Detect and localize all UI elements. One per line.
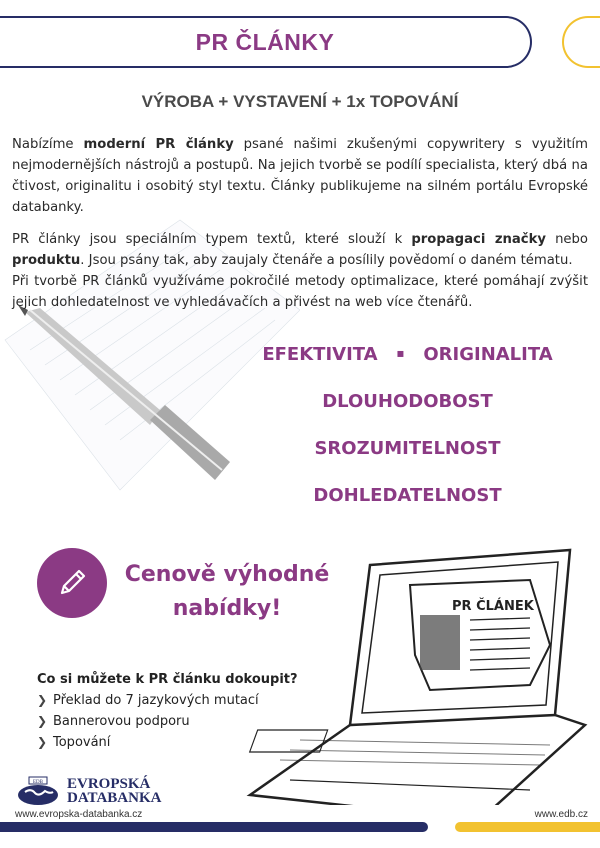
chevron-right-icon: ❯ [37, 693, 48, 707]
text: Nabízíme [12, 137, 84, 152]
footer-bar-navy [0, 822, 428, 832]
separator: ▪ [396, 346, 405, 360]
text-bold: produktu [12, 253, 81, 268]
chevron-right-icon: ❯ [37, 735, 48, 749]
keyword: SROZUMITELNOST [314, 438, 501, 459]
subtitle: VÝROBA + VYSTAVENÍ + 1x TOPOVÁNÍ [141, 92, 459, 111]
keyword: DLOUHODOBOST [322, 391, 493, 412]
logo-line-2: DATABANKA [67, 790, 162, 806]
list-item [37, 711, 259, 732]
logo-line-1: EVROPSKÁ [67, 776, 151, 792]
text-bold: propagaci značky [411, 232, 546, 247]
text: nebo [545, 232, 588, 247]
page-title: PR ČLÁNKY [195, 28, 335, 55]
offer-heading: Cenově výhodné nabídky! [124, 562, 330, 621]
intro-paragraph-1 [12, 134, 588, 218]
keyword: DOHLEDATELNOST [313, 485, 502, 506]
title-banner [0, 16, 532, 68]
footer-bar-yellow [455, 822, 600, 832]
text: . Jsou psány tak, aby zaujaly čtenáře a posílily povědomí o daném tématu. [80, 253, 573, 268]
decorative-pill [562, 16, 600, 68]
item-label: Překlad do 7 jazykových mutací [53, 693, 259, 708]
extras-list [37, 690, 259, 753]
keyword: ORIGINALITA [423, 344, 553, 365]
item-label: Bannerovou podporu [53, 714, 190, 729]
text: psané našimi zkušenými copywritery s využitím nejmodernějších nástrojů a postupů. Na jejich tvorbě se podílí specialista, který dbá na čtivost, originalitu i osobitý styl textu. Články publikujeme na silném portálu Evropské databanky. [12, 137, 589, 215]
website-link-right[interactable]: www.edb.cz [534, 809, 588, 820]
list-item [37, 732, 259, 753]
pencil-icon [37, 548, 107, 618]
intro-paragraph-3: Při tvorbě PR článků využíváme pokročilé metody optimalizace, které pomáhají zvýšit jejich dohledatelnost ve vyhledávačích a přivést na web více čtenářů. [12, 274, 588, 310]
keyword: EFEKTIVITA [262, 344, 378, 365]
logo-badge: EDB [33, 780, 43, 785]
keyword-row-1 [215, 344, 600, 365]
globe-icon [15, 776, 61, 806]
chevron-right-icon: ❯ [37, 714, 48, 728]
list-item [37, 690, 259, 711]
newspaper-title: PR ČLÁNEK [452, 599, 534, 614]
logo [15, 776, 161, 806]
text-bold: moderní PR články [83, 137, 234, 152]
intro-paragraph-2 [12, 229, 588, 271]
text: PR články jsou speciálním typem textů, které slouží k [12, 232, 412, 247]
extras-question: Co si můžete k PR článku dokoupit? [37, 672, 298, 687]
website-link-left[interactable]: www.evropska-databanka.cz [15, 809, 143, 820]
item-label: Topování [53, 735, 111, 750]
